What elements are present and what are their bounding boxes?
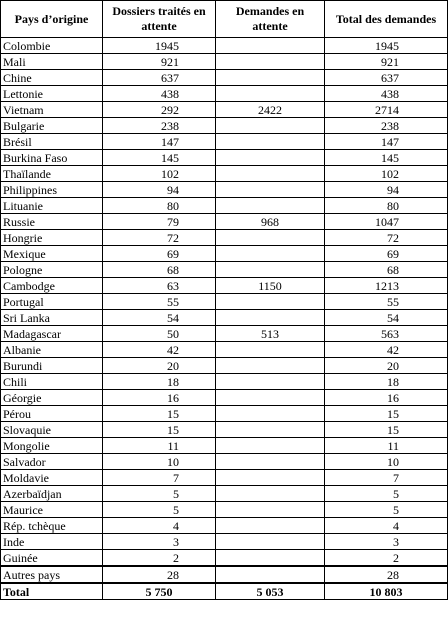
table-row [1,198,448,214]
table-row [1,182,448,198]
country-cell: Guinée [1,550,103,567]
table-row [1,262,448,278]
country-cell: Slovaquie [1,422,103,438]
processed-cell: 292 [103,102,216,118]
total-cell: 102 [325,166,448,182]
country-cell: Maurice [1,502,103,518]
table-row [1,246,448,262]
country-cell: Albanie [1,342,103,358]
pending-cell [216,310,325,326]
table-row [1,230,448,246]
total-cell: 7 [325,470,448,486]
processed-cell: 15 [103,422,216,438]
processed-cell: 54 [103,310,216,326]
pending-cell [216,166,325,182]
table-row [1,390,448,406]
table-row [1,438,448,454]
processed-cell: 921 [103,54,216,70]
total-processed-cell: 5 750 [103,583,216,600]
total-label-cell: Total [1,583,103,600]
pending-cell [216,54,325,70]
total-pending-cell: 5 053 [216,583,325,600]
table-row [1,214,448,230]
total-cell: 2 [325,550,448,567]
total-total-cell: 10 803 [325,583,448,600]
country-cell: Hongrie [1,230,103,246]
processed-cell: 68 [103,262,216,278]
pending-cell [216,230,325,246]
country-cell: Rép. tchèque [1,518,103,534]
others-total-cell: 28 [325,566,448,583]
processed-cell: 11 [103,438,216,454]
country-cell: Chili [1,374,103,390]
table-row [1,358,448,374]
country-cell: Colombie [1,38,103,54]
country-cell: Pérou [1,406,103,422]
pending-cell: 1150 [216,278,325,294]
country-cell: Burundi [1,358,103,374]
total-row [1,583,448,600]
pending-cell [216,150,325,166]
country-cell: Inde [1,534,103,550]
pending-cell: 968 [216,214,325,230]
processed-cell: 69 [103,246,216,262]
pending-cell: 513 [216,326,325,342]
total-cell: 1945 [325,38,448,54]
total-cell: 10 [325,454,448,470]
country-cell: Vietnam [1,102,103,118]
total-cell: 563 [325,326,448,342]
total-cell: 55 [325,294,448,310]
pending-cell [216,550,325,567]
pending-cell [216,454,325,470]
pending-cell [216,246,325,262]
total-cell: 80 [325,198,448,214]
total-cell: 5 [325,502,448,518]
table-row [1,310,448,326]
table-row [1,54,448,70]
country-cell: Sri Lanka [1,310,103,326]
table-row [1,550,448,567]
processed-cell: 1945 [103,38,216,54]
pending-cell [216,486,325,502]
pending-cell: 2422 [216,102,325,118]
pending-cell [216,390,325,406]
total-cell: 15 [325,406,448,422]
pending-cell [216,534,325,550]
processed-cell: 5 [103,486,216,502]
pending-cell [216,518,325,534]
table-row [1,278,448,294]
others-country-cell: Autres pays [1,566,103,583]
total-cell: 18 [325,374,448,390]
country-cell: Mongolie [1,438,103,454]
total-cell: 11 [325,438,448,454]
total-cell: 5 [325,486,448,502]
table-row [1,406,448,422]
country-cell: Thaïlande [1,166,103,182]
processed-cell: 438 [103,86,216,102]
table-row [1,150,448,166]
table-row [1,422,448,438]
country-cell: Salvador [1,454,103,470]
pending-cell [216,198,325,214]
pending-cell [216,294,325,310]
country-cell: Bulgarie [1,118,103,134]
country-cell: Philippines [1,182,103,198]
pending-cell [216,470,325,486]
pending-cell [216,438,325,454]
processed-cell: 3 [103,534,216,550]
country-cell: Brésil [1,134,103,150]
total-cell: 68 [325,262,448,278]
table-row [1,342,448,358]
country-cell: Portugal [1,294,103,310]
table-row [1,326,448,342]
table-row [1,86,448,102]
processed-cell: 55 [103,294,216,310]
country-cell: Mali [1,54,103,70]
pending-cell [216,262,325,278]
country-cell: Cambodge [1,278,103,294]
total-cell: 16 [325,390,448,406]
total-cell: 69 [325,246,448,262]
header-total: Total des demandes [325,1,448,38]
processed-cell: 20 [103,358,216,374]
others-pending-cell [216,566,325,583]
header-pending: Demandes en attente [216,1,325,38]
processed-cell: 80 [103,198,216,214]
table-row [1,470,448,486]
total-cell: 42 [325,342,448,358]
pending-cell [216,134,325,150]
table-row [1,70,448,86]
country-cell: Géorgie [1,390,103,406]
processed-cell: 63 [103,278,216,294]
processed-cell: 238 [103,118,216,134]
table-body [1,38,448,600]
processed-cell: 637 [103,70,216,86]
total-cell: 147 [325,134,448,150]
total-cell: 921 [325,54,448,70]
table-row [1,502,448,518]
country-cell: Pologne [1,262,103,278]
processed-cell: 5 [103,502,216,518]
header-row [1,1,448,38]
table-row [1,134,448,150]
pending-cell [216,342,325,358]
total-cell: 2714 [325,102,448,118]
processed-cell: 102 [103,166,216,182]
processed-cell: 72 [103,230,216,246]
country-cell: Lituanie [1,198,103,214]
processed-cell: 42 [103,342,216,358]
processed-cell: 15 [103,406,216,422]
total-cell: 1047 [325,214,448,230]
total-cell: 3 [325,534,448,550]
pending-cell [216,86,325,102]
total-cell: 20 [325,358,448,374]
pending-cell [216,118,325,134]
pending-cell [216,374,325,390]
country-cell: Burkina Faso [1,150,103,166]
total-cell: 72 [325,230,448,246]
table-row [1,518,448,534]
processed-cell: 10 [103,454,216,470]
table-row [1,38,448,54]
processed-cell: 79 [103,214,216,230]
total-cell: 238 [325,118,448,134]
total-cell: 438 [325,86,448,102]
table-row [1,166,448,182]
pending-cell [216,502,325,518]
pending-cell [216,358,325,374]
others-processed-cell: 28 [103,566,216,583]
processed-cell: 16 [103,390,216,406]
country-cell: Moldavie [1,470,103,486]
header-processed: Dossiers traités en attente [103,1,216,38]
processed-cell: 145 [103,150,216,166]
total-cell: 94 [325,182,448,198]
pending-cell [216,38,325,54]
country-cell: Russie [1,214,103,230]
processed-cell: 50 [103,326,216,342]
country-cell: Lettonie [1,86,103,102]
processed-cell: 18 [103,374,216,390]
country-cell: Madagascar [1,326,103,342]
pending-cell [216,406,325,422]
total-cell: 4 [325,518,448,534]
table-row [1,534,448,550]
table-row [1,118,448,134]
table-row [1,486,448,502]
table-row [1,102,448,118]
table-header [1,1,448,38]
processed-cell: 147 [103,134,216,150]
total-cell: 145 [325,150,448,166]
total-cell: 54 [325,310,448,326]
pending-cell [216,70,325,86]
pending-cell [216,182,325,198]
pending-cell [216,422,325,438]
country-cell: Mexique [1,246,103,262]
processed-cell: 94 [103,182,216,198]
processed-cell: 4 [103,518,216,534]
total-cell: 1213 [325,278,448,294]
header-country: Pays d’origine [1,1,103,38]
others-row [1,566,448,583]
total-cell: 637 [325,70,448,86]
total-cell: 15 [325,422,448,438]
processed-cell: 2 [103,550,216,567]
country-cell: Azerbaïdjan [1,486,103,502]
table-row [1,454,448,470]
table-row [1,294,448,310]
country-cell: Chine [1,70,103,86]
processed-cell: 7 [103,470,216,486]
table-row [1,374,448,390]
